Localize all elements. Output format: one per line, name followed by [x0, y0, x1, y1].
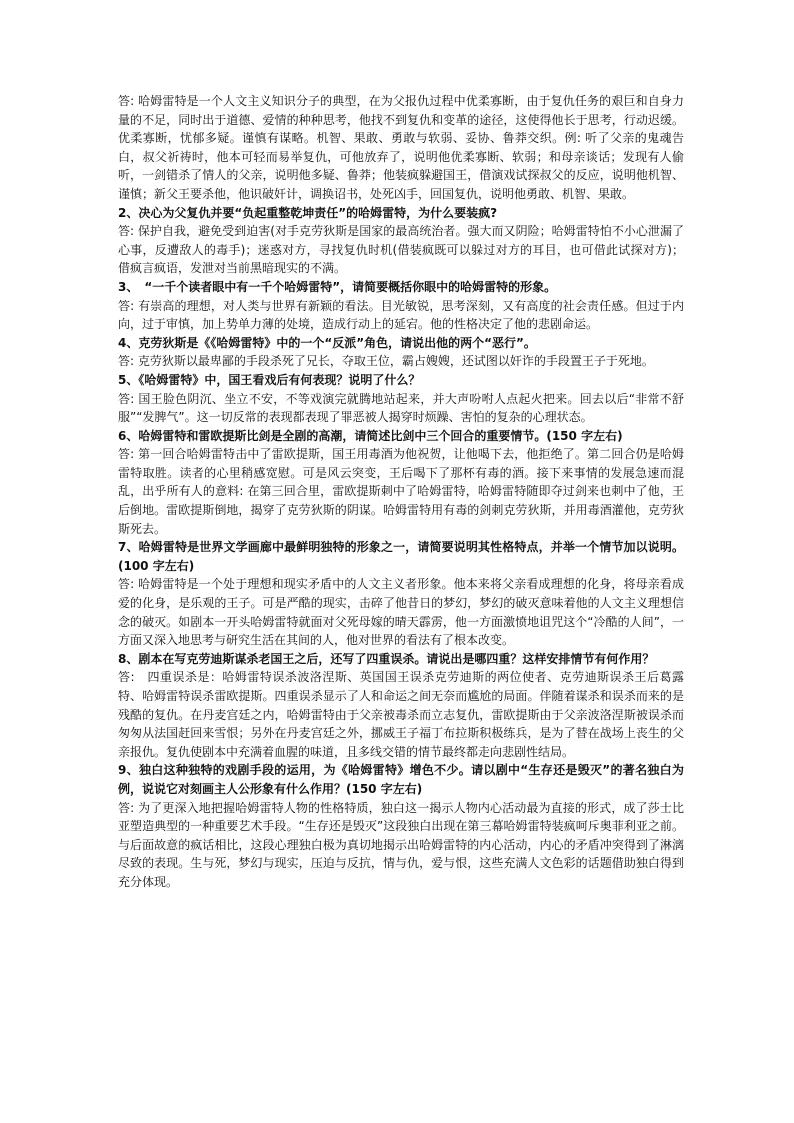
question-heading: 7、哈姆雷特是世界文学画廊中最鲜明独特的形象之一，请简要说明其性格特点，并举一个情节加以说明。(100 字左右)	[118, 540, 684, 573]
answer-paragraph: 答: 保护自我，避免受到迫害(对手克劳狄斯是国家的最高统治者。强大而又阴险；哈姆雷特怕不小心泄漏了心事，反遭敌人的毒手)；迷惑对方，寻找复仇时机(借装疯既可以躲过对方的耳目，也可借此试探对方)；借疯言疯语，发泄对当前黑暗现实的不满。	[118, 224, 684, 276]
answer-paragraph: 答: 哈姆雷特是一个处于理想和现实矛盾中的人文主义者形象。他本来将父亲看成理想的化身，将母亲看成爱的化身，是乐观的王子。可是严酷的现实，击碎了他昔日的梦幻，梦幻的破灭意味着他的人文主义理想信念的破灭。如剧本一开头哈姆雷特就面对父死母嫁的晴天霹雳，他一方面激愤地诅咒这个“冷酷的人间”，一方面又深入地思考与研究生活在其间的人，他对世界的看法有了根本改变。	[118, 577, 684, 648]
question-heading: 6、哈姆雷特和雷欧提斯比剑是全剧的高潮，请简述比剑中三个回合的重要情节。(150 字左右)	[118, 428, 623, 443]
answer-paragraph: 答: 国王脸色阴沉、坐立不安，不等戏演完就腾地站起来，并大声吩咐人点起火把来。回去以后“非常不舒服”“发脾气”。这一切反常的表现都表现了罪恶被人揭穿时烦躁、害怕的复杂的心理状态。	[118, 391, 684, 425]
question-heading: 8、剧本在写克劳迪斯谋杀老国王之后，还写了四重误杀。请说出是哪四重？这样安排情节有何作用？	[118, 651, 655, 666]
answer-paragraph: 答: 为了更深入地把握哈姆雷特人物的性格特质，独白这一揭示人物内心活动最为直接的形式，成了莎士比亚塑造典型的一种重要艺术手段。“生存还是毁灭”这段独白出现在第三幕哈姆雷特装疯呵斥奥菲利亚之前。与后面故意的疯话相比，这段心理独白极为真切地揭示出哈姆雷特的内心活动，内心的矛盾冲突得到了淋漓尽致的表现。生与死，梦幻与现实，压迫与反抗，情与仇，爱与恨，这些充满人文色彩的话题借助独白得到充分体现。	[118, 800, 684, 889]
question-heading: 5、《哈姆雷特》中，国王看戏后有何表现？说明了什么？	[118, 372, 421, 387]
question-heading: 2、决心为父复仇并要“负起重整乾坤责任”的哈姆雷特，为什么要装疯?	[118, 205, 498, 220]
question-heading: 3、 “一千个读者眼中有一千个哈姆雷特”，请简要概括你眼中的哈姆雷特的形象。	[118, 279, 557, 294]
document-body	[118, 92, 684, 892]
answer-paragraph: 答: 有崇高的理想，对人类与世界有新颖的看法。目光敏锐，思考深刻，又有高度的社会责任感。但过于内向，过于审慎，加上势单力薄的处境，造成行动上的延宕。他的性格决定了他的悲剧命运。	[118, 298, 684, 332]
question-heading: 4、克劳狄斯是《《哈姆雷特》中的一个“反派”角色，请说出他的两个“恶行”。	[118, 335, 536, 350]
question-heading: 9、独白这种独特的戏剧手段的运用，为《哈姆雷特》增色不少。请以剧中“生存还是毁灭”的著名独白为例，说说它对刻画主人公形象有什么作用？(150 字左右)	[118, 763, 684, 796]
answer-paragraph: 答: 克劳狄斯以最卑鄙的手段杀死了兄长，夺取王位，霸占嫂嫂，还试图以奸诈的手段置王子于死地。	[118, 354, 654, 369]
answer-paragraph: 答: 哈姆雷特是一个人文主义知识分子的典型，在为父报仇过程中优柔寡断，由于复仇任务的艰巨和自身力量的不足，同时出于道德、爱情的种种思考，他找不到复仇和变革的途径，这使得他长于思考，行动迟缓。优柔寡断，忧郁多疑。谨慎有谋略。机智、果敢、勇敢与软弱、妥协、鲁莽交织。例: 听了父亲的鬼魂告白，叔父祈祷时，他本可轻而易举复仇，可他放弃了，说明他优柔寡断、软弱；和母亲谈话；发现有人偷听，一剑错杀了情人的父亲，说明他多疑、鲁莽；他装疯躲避国王，借演戏试探叔父的反应，说明他机智、谨慎；新父王要杀他，他识破奸计，调换诏书，处死凶手，回国复仇，说明他勇敢、机智、果敢。	[118, 94, 684, 201]
answer-paragraph: 答: 四重误杀是：哈姆雷特误杀波洛涅斯、英国国王误杀克劳迪斯的两位使者、克劳迪斯误杀王后葛露特、哈姆雷特误杀雷欧提斯。四重误杀显示了人和命运之间无奈而尴尬的局面。伴随着谋杀和误杀而来的是残酷的复仇。在丹麦宫廷之内，哈姆雷特由于父亲被毒杀而立志复仇，雷欧提斯由于父亲波洛涅斯被误杀而匆匆从法国赶回来雪恨；另外在丹麦宫廷之外，挪威王子福丁布拉斯积极练兵，是为了替在战场上丧生的父亲报仇。复仇使剧本中充满着血腥的味道，且多线交错的情节最终都走向悲剧性结局。	[118, 670, 684, 759]
answer-paragraph: 答: 第一回合哈姆雷特击中了雷欧提斯，国王用毒酒为他祝贺，让他喝下去，他拒绝了。第二回合仍是哈姆雷特取胜。读者的心里稍感宽慰。可是风云突变，王后喝下了那杯有毒的酒。接下来事情的发展急速而混乱，出乎所有人的意料: 在第三回合里，雷欧提斯刺中了哈姆雷特，哈姆雷特随即夺过剑来也刺中了他，王后倒地。雷欧提斯倒地，揭穿了克劳狄斯的阴谋。哈姆雷特用有毒的剑刺克劳狄斯，并用毒酒灌他，克劳狄斯死去。	[118, 447, 684, 536]
